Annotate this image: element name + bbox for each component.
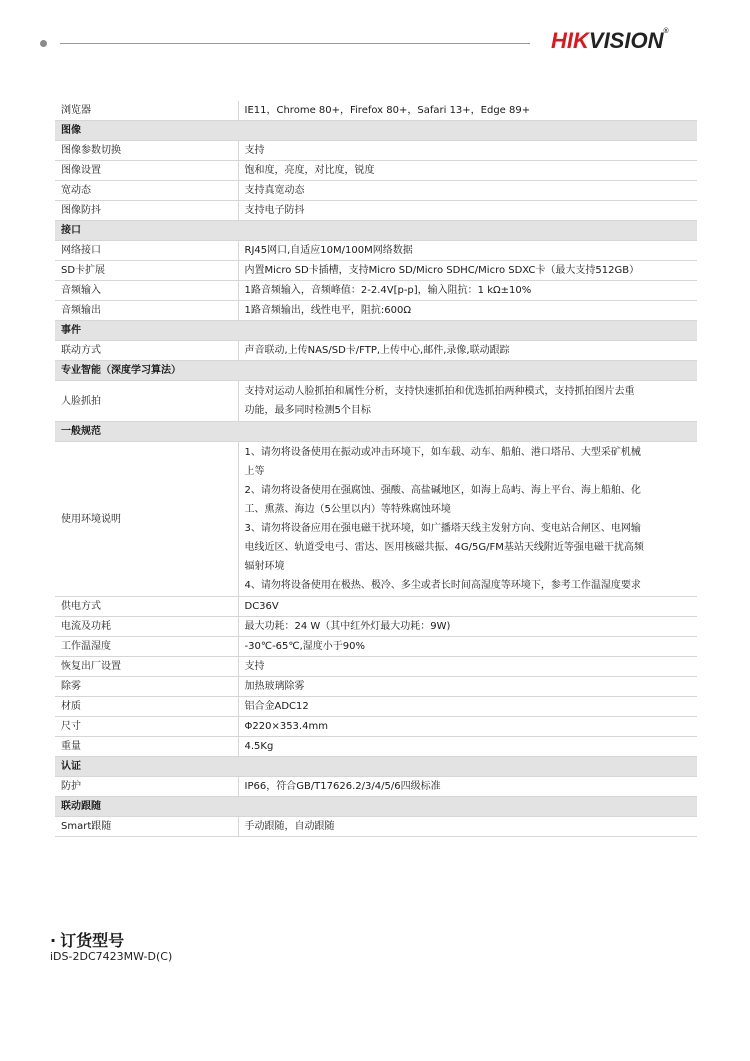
spec-value: [238, 737, 697, 757]
spec-value-line: 最大功耗：24 W（其中红外灯最大功耗：9W): [244, 621, 451, 632]
spec-row: [55, 597, 697, 617]
spec-label: 网络接口: [55, 241, 238, 261]
spec-table: [55, 101, 697, 837]
order-section: [50, 928, 173, 963]
spec-value-line: 内置Micro SD卡插槽，支持Micro SD/Micro SDHC/Micro SDXC卡（最大支持512GB）: [244, 265, 640, 276]
spec-value-line: 加热玻璃除雾: [244, 681, 305, 692]
spec-row: [55, 677, 697, 697]
spec-value-line: DC36V: [244, 601, 279, 612]
spec-row: [55, 442, 697, 597]
spec-value: [238, 101, 697, 121]
spec-value-line: 支持对运动人脸抓拍和属性分析，支持快速抓拍和优选抓拍两种模式，支持抓拍图片去重: [244, 386, 635, 397]
spec-section-header: [55, 221, 697, 241]
spec-value: [238, 261, 697, 281]
spec-label: SD卡扩展: [55, 261, 238, 281]
spec-label: 图像防抖: [55, 201, 238, 221]
spec-label: 联动方式: [55, 341, 238, 361]
spec-value-line: 支持: [244, 145, 265, 156]
spec-value-line: 1、请勿将设备使用在振动或冲击环境下，如车载、动车、船舶、港口塔吊、大型采矿机械: [244, 447, 641, 458]
section-title: 一般规范: [55, 422, 697, 442]
spec-value: [238, 241, 697, 261]
spec-value: [238, 442, 697, 597]
spec-value: [238, 677, 697, 697]
spec-value: [238, 161, 697, 181]
spec-label: Smart跟随: [55, 817, 238, 837]
spec-row: [55, 697, 697, 717]
spec-row: [55, 161, 697, 181]
spec-row: [55, 657, 697, 677]
spec-label: 使用环境说明: [55, 442, 238, 597]
spec-value: [238, 597, 697, 617]
spec-value-line: 辐射环境: [244, 561, 285, 572]
spec-row: [55, 201, 697, 221]
header-dot: [40, 40, 47, 47]
spec-value: [238, 697, 697, 717]
spec-label: 音频输出: [55, 301, 238, 321]
spec-value-line: Φ220×353.4mm: [244, 721, 328, 732]
section-title: 图像: [55, 121, 697, 141]
hikvision-logo: HIKVISION®: [551, 28, 669, 53]
spec-label: 供电方式: [55, 597, 238, 617]
spec-value-line: 4.5Kg: [244, 741, 274, 752]
spec-value-line: 工、熏蒸、海边（5公里以内）等特殊腐蚀环境: [244, 504, 451, 515]
spec-section-header: [55, 321, 697, 341]
header-rule: [60, 43, 530, 44]
spec-row: [55, 181, 697, 201]
spec-value: [238, 817, 697, 837]
spec-row: [55, 617, 697, 637]
spec-value: [238, 201, 697, 221]
spec-value: [238, 281, 697, 301]
spec-row: [55, 637, 697, 657]
spec-value-line: 2、请勿将设备使用在强腐蚀、强酸、高盐碱地区，如海上岛屿、海上平台、海上船舶、化: [244, 485, 641, 496]
spec-value: [238, 141, 697, 161]
spec-value: [238, 777, 697, 797]
spec-value-line: 手动跟随，自动跟随: [244, 821, 335, 832]
spec-label: 图像参数切换: [55, 141, 238, 161]
spec-section-header: [55, 797, 697, 817]
spec-value-line: 3、请勿将设备应用在强电磁干扰环境，如广播塔天线主发射方向、变电站合闸区、电网输: [244, 523, 641, 534]
spec-row: [55, 381, 697, 422]
spec-label: 电流及功耗: [55, 617, 238, 637]
page-header: [0, 0, 750, 80]
spec-row: [55, 241, 697, 261]
spec-value-line: 1路音频输出，线性电平，阻抗:600Ω: [244, 305, 411, 316]
spec-row: [55, 341, 697, 361]
spec-label: 图像设置: [55, 161, 238, 181]
spec-label: 恢复出厂设置: [55, 657, 238, 677]
spec-value-line: 声音联动,上传NAS/SD卡/FTP,上传中心,邮件,录像,联动跟踪: [244, 345, 510, 356]
spec-value-line: 4、请勿将设备使用在极热、极冷、多尘或者长时间高湿度等环境下，参考工作温湿度要求: [244, 580, 641, 591]
spec-label: 除雾: [55, 677, 238, 697]
spec-label: 浏览器: [55, 101, 238, 121]
spec-value: [238, 181, 697, 201]
order-title: · 订货型号: [50, 931, 125, 950]
spec-value-line: 1路音频输入，音频峰值：2-2.4V[p-p]，输入阻抗：1 kΩ±10%: [244, 285, 532, 296]
spec-value-line: 饱和度，亮度，对比度，锐度: [244, 165, 375, 176]
spec-value: [238, 381, 697, 422]
spec-section-header: [55, 121, 697, 141]
spec-row: [55, 817, 697, 837]
spec-section-header: [55, 422, 697, 442]
section-title: 联动跟随: [55, 797, 697, 817]
spec-row: [55, 141, 697, 161]
spec-value: [238, 341, 697, 361]
spec-value-line: IP66，符合GB/T17626.2/3/4/5/6四级标准: [244, 781, 441, 792]
spec-row: [55, 301, 697, 321]
spec-value-line: 电线近区、轨道受电弓、雷达、医用核磁共振、4G/5G/FM基站天线附近等强电磁干扰高频: [244, 542, 644, 553]
order-model: iDS-2DC7423MW-D(C): [50, 950, 173, 963]
spec-row: [55, 777, 697, 797]
spec-section-header: [55, 757, 697, 777]
spec-value-line: 支持: [244, 661, 265, 672]
spec-value: [238, 301, 697, 321]
spec-row: [55, 281, 697, 301]
spec-label: 材质: [55, 697, 238, 717]
section-title: 专业智能（深度学习算法）: [55, 361, 697, 381]
spec-label: 重量: [55, 737, 238, 757]
spec-value-line: IE11，Chrome 80+，Firefox 80+，Safari 13+，Edge 89+: [244, 105, 531, 116]
spec-value: [238, 617, 697, 637]
spec-section-header: [55, 361, 697, 381]
spec-value-line: 支持真宽动态: [244, 185, 305, 196]
spec-label: 宽动态: [55, 181, 238, 201]
section-title: 事件: [55, 321, 697, 341]
spec-row: [55, 101, 697, 121]
spec-value-line: 支持电子防抖: [244, 205, 305, 216]
spec-label: 尺寸: [55, 717, 238, 737]
spec-label: 防护: [55, 777, 238, 797]
spec-value: [238, 637, 697, 657]
spec-value: [238, 717, 697, 737]
section-title: 接口: [55, 221, 697, 241]
spec-label: 人脸抓拍: [55, 381, 238, 422]
spec-value-line: 铝合金ADC12: [244, 701, 309, 712]
spec-value-line: -30℃-65℃,湿度小于90%: [244, 641, 366, 652]
spec-row: [55, 717, 697, 737]
section-title: 认证: [55, 757, 697, 777]
spec-row: [55, 261, 697, 281]
spec-value-line: 上等: [244, 466, 265, 477]
spec-value: [238, 657, 697, 677]
spec-label: 音频输入: [55, 281, 238, 301]
spec-row: [55, 737, 697, 757]
spec-value-line: RJ45网口,自适应10M/100M网络数据: [244, 245, 413, 256]
spec-label: 工作温湿度: [55, 637, 238, 657]
spec-value-line: 功能，最多同时检测5个目标: [244, 405, 371, 416]
